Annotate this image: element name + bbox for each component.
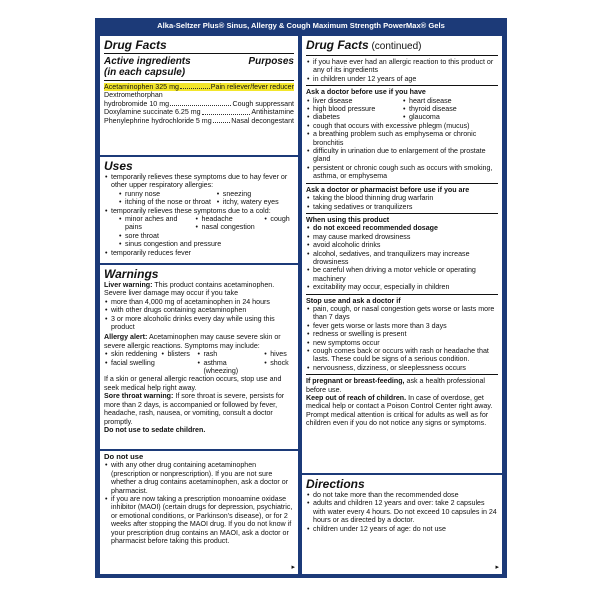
product-title: Alka-Seltzer Plus® Sinus, Allergy & Cough Maximum Strength PowerMax® Gels [157,21,445,30]
do-not-use-heading: Do not use [104,452,144,461]
uses-box: Uses • temporarily relieves these symptoms due to hay fever or other upper respiratory allergies: • runny nose • itching of the nose or throat • sneezing • itchy, watery eyes • temporarily relieves these symptoms due to a cold: • minor aches and pains • sore throat • headache • nasal congestion • cough • sinus congestion and pressure • temporarily reduces fever [100,157,298,263]
ingredient-row: Phenylephrine hydrochloride 5 mg Nasal decongestant [104,116,294,125]
right-column [302,36,502,574]
active-ingredients-heading: Active ingredients [104,56,191,67]
ingredient-row: Acetaminophen 325 mg Pain reliever/fever reducer [104,83,294,91]
directions-box: Directions • do not take more than the recommended dose • adults and children 12 years and over: take 2 capsules with water every 4 hours. Do not exceed 10 capsules in 24 hours or as directed by a doctor. • children under 12 years of age: do not use ▸ [302,475,502,574]
drug-facts-heading: Drug Facts [104,38,167,52]
warnings-heading: Warnings [104,267,159,281]
active-ingredients-box [100,36,298,155]
when-using-heading: When using this product [306,215,390,224]
directions-heading: Directions [306,477,365,491]
ingredient-row: Doxylamine succinate 6.25 mg Antihistamine [104,108,294,117]
do-not-use-box: Do not use • with any other drug containing acetaminophen (prescription or nonprescription). If you are not sure whether a drug contains acetaminophen, ask a doctor or pharmacist. • if you are now taking a prescription monoamine oxidase inhibitor (MAOI) (certain drugs for depression, psychiatric, or emotional conditions, or Parkinson's disease), or for 2 weeks after stopping the MAOI drug. If you do not know if your prescription drug contains an MAOI, ask a doctor or pharmacist before taking this product. ▸ [100,451,298,574]
stop-use-heading: Stop use and ask a doctor if [306,296,401,305]
drug-facts-continued-box: Drug Facts (continued) • if you have ever had an allergic reaction to this product or any of its ingredients • in children under 12 years of age Ask a doctor before use if you have • liver disease • high blood pressure • diabetes • heart disease • thyroid disease • glaucoma • cough that occurs with excessive phlegm (mucus) • a breathing problem such as emphysema or chronic bronchitis • difficulty in urination due to enlargement of the prostate gland • persistent or chronic cough such as occurs with smoking, asthma, or emphysema Ask a doctor or pharmacist before use if you are • taking the blood thinning drug warfarin • taking sedatives or tranquilizers When using this product • do not exceed recommended dosage • may cause marked drowsiness • avoid alcoholic drinks • alcohol, sedatives, and tranquilizers may increase drowsiness • be careful when driving a motor vehicle or operating machinery • excitability may occur, especially in children Stop use and ask a doctor if • pain, cough, or nasal congestion gets worse or lasts more than 7 days • fever gets worse or lasts more than 3 days • redness or swelling is present • new symptoms occur • cough comes back or occurs with rash or headache that lasts. These could be signs of a serious condition. • nervousness, dizziness, or sleeplessness occurs If pregnant or breast-feeding, ask a health professional before use. Keep out of reach of children. In case of overdose, get medical help or contact a Poison Control Center right away. Prompt medical attention is critical for adults as well as for children even if you do not notice any signs or symptoms. [302,36,502,473]
continue-arrow-icon: ▸ [291,563,295,571]
continue-arrow-icon: ▸ [495,563,499,571]
ask-pharmacist-heading: Ask a doctor or pharmacist before use if you are [306,185,470,194]
left-column [100,36,298,574]
ingredient-row: Dextromethorphan [104,91,163,100]
drug-facts-continued-heading: Drug Facts (continued) [306,38,422,52]
active-ingredients-sub: (in each capsule) [104,67,186,78]
purposes-heading: Purposes [248,56,294,67]
drug-facts-panel [95,18,507,578]
warnings-box: Warnings Liver warning: This product contains acetaminophen. Severe liver damage may occur if you take • more than 4,000 mg of acetaminophen in 24 hours • with other drugs containing acetaminophen • 3 or more alcoholic drinks every day while using this product Allergy alert: Acetaminophen may cause severe skin or severe allergic reactions. Symptoms may include: • skin reddening • facial swelling • blisters • rash • asthma (wheezing) • hives • shock If a skin or general allergic reaction occurs, stop use and seek medical help right away. Sore throat warning: If sore throat is severe, persists for more than 2 days, is accompanied or followed by fever, headache, rash, nausea, or vomiting, consult a doctor promptly. Do not use to sedate children. [100,265,298,449]
ingredient-row: hydrobromide 10 mg Cough suppressant [104,99,294,108]
ask-doctor-heading: Ask a doctor before use if you have [306,88,426,97]
uses-heading: Uses [104,159,133,173]
